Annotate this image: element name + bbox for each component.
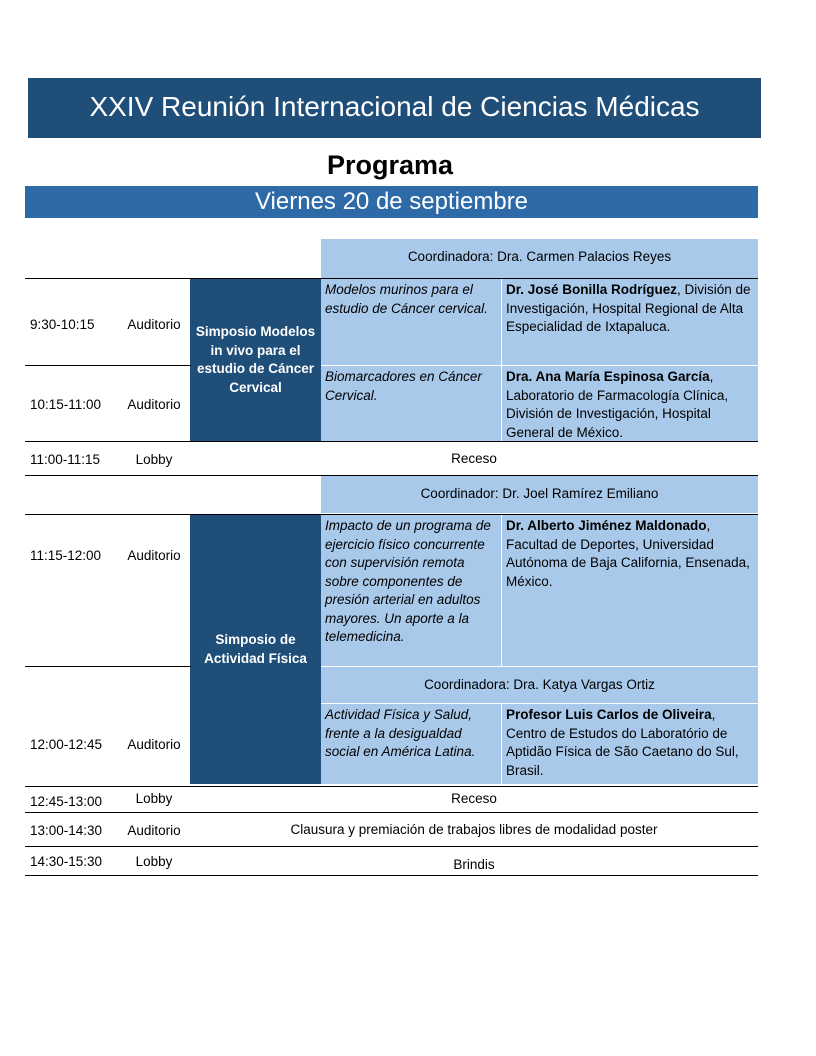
room: Lobby: [135, 452, 173, 467]
day-header: Viernes 20 de septiembre: [25, 186, 758, 218]
talk-title: Impacto de un programa de ejercicio físico concurrente con supervisión remota sobre componentes de presión arterial en adultos mayores. Un aporte a la telemedicina.: [321, 515, 501, 666]
talk-title: Actividad Física y Salud, frente a la desigualdad social en América Latina.: [321, 704, 501, 784]
speaker: [502, 279, 758, 365]
room: Auditorio: [127, 737, 181, 752]
time-slot: 11:00-11:15: [30, 452, 101, 467]
closing-label: Clausura y premiación de trabajos libres de modalidad poster: [290, 822, 658, 837]
speaker-name: Dr. Alberto Jiménez Maldonado: [506, 518, 707, 533]
break-label: Receso: [451, 791, 497, 806]
coordinator-row: Coordinador: Dr. Joel Ramírez Emiliano: [321, 476, 758, 513]
program-title: Programa: [326, 150, 454, 180]
room: Auditorio: [127, 548, 181, 563]
speaker-name: Dr. José Bonilla Rodríguez: [506, 282, 678, 297]
room: Auditorio: [127, 823, 181, 838]
speaker-affiliation: , Facultad de Deportes, Universidad Autónoma de Baja California, Ensenada, México.: [506, 518, 750, 589]
room: Lobby: [135, 854, 173, 869]
talk-title: Biomarcadores en Cáncer Cervical.: [321, 366, 501, 441]
coordinator-row: Coordinadora: Dra. Carmen Palacios Reyes: [321, 239, 758, 278]
room: Auditorio: [127, 317, 181, 332]
toast-label: Brindis: [453, 857, 495, 872]
time-slot: 12:45-13:00: [30, 794, 103, 809]
time-slot: 12:00-12:45: [30, 737, 103, 752]
time-slot: 9:30-10:15: [30, 317, 95, 332]
time-slot: 13:00-14:30: [30, 823, 103, 838]
speaker: [502, 704, 758, 784]
speaker-affiliation: , Centro de Estudos do Laboratório de Aptidão Física de São Caetano do Sul, Brasil.: [506, 707, 739, 778]
speaker-affiliation: , División de Investigación, Hospital Regional de Alta Especialidad de Ixtapaluca.: [506, 282, 751, 334]
symposium-label: Simposio de Actividad Física: [190, 515, 321, 784]
talk-title: Modelos murinos para el estudio de Cáncer cervical.: [321, 279, 501, 365]
event-title-banner: XXIV Reunión Internacional de Ciencias Médicas: [28, 78, 761, 138]
speaker: [502, 515, 758, 666]
symposium-label: Simposio Modelos in vivo para el estudio de Cáncer Cervical: [190, 279, 321, 441]
coordinator-row: Coordinadora: Dra. Katya Vargas Ortiz: [321, 667, 758, 703]
break-label: Receso: [451, 451, 497, 466]
room: Auditorio: [127, 397, 181, 412]
time-slot: 10:15-11:00: [30, 397, 102, 412]
speaker-affiliation: , Laboratorio de Farmacología Clínica, División de Investigación, Hospital General de México.: [506, 369, 729, 440]
time-slot: 11:15-12:00: [30, 548, 102, 563]
time-slot: 14:30-15:30: [30, 854, 103, 869]
speaker-name: Profesor Luis Carlos de Oliveira: [506, 707, 712, 722]
speaker-name: Dra. Ana María Espinosa García: [506, 369, 710, 384]
speaker: [502, 366, 758, 441]
room: Lobby: [135, 791, 173, 806]
